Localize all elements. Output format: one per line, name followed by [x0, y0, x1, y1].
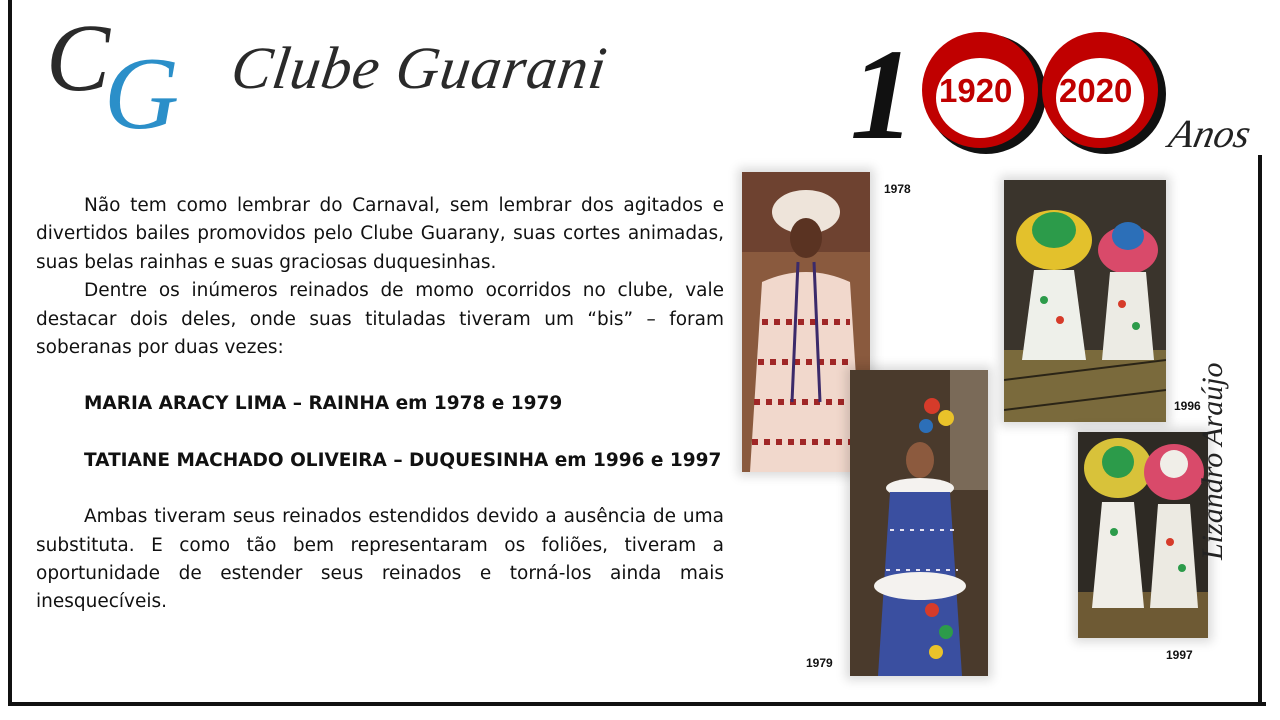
photo-1997-duchess	[1078, 432, 1208, 638]
anniversary-anos-label: Anos	[1165, 111, 1255, 156]
photo-1979-queen	[850, 370, 988, 676]
frame-border-right	[1258, 155, 1262, 706]
photo-year-1997: 1997	[1166, 648, 1193, 662]
monogram-letter-c: C	[46, 4, 111, 111]
photo-1996-duchess	[1004, 180, 1166, 422]
anniversary-year-end: 2020	[1059, 72, 1133, 109]
club-name-title: Clube Guarani	[227, 35, 612, 101]
highlight-queen: MARIA ARACY LIMA – RAINHA em 1978 e 1979	[84, 393, 563, 415]
paragraph-closing: Ambas tiveram seus reinados estendidos devido a ausência de uma substituta. E como tão bem representaram os foliões, tiveram a oportunidade de estender seus reinados e torná-los ainda mais inesquecíveis.	[36, 506, 724, 613]
paragraph-intro: Não tem como lembrar do Carnaval, sem lembrar dos agitados e divertidos bailes promovidos pelo Clube Guarany, suas cortes animadas, suas belas rainhas e suas graciosas duquesinhas.	[36, 195, 724, 273]
anniversary-digit-one: 1	[850, 23, 915, 167]
club-monogram-logo	[34, 0, 224, 150]
article-body	[36, 192, 724, 617]
photo-year-1996: 1996	[1174, 399, 1201, 413]
paragraph-reigns: Dentre os inúmeros reinados de momo ocorridos no clube, vale destacar dois deles, onde suas tituladas tiveram um “bis” – foram soberanas por duas vezes:	[36, 280, 724, 359]
photo-year-1979: 1979	[806, 656, 833, 670]
monogram-letter-g: G	[104, 36, 180, 150]
photo-year-1978: 1978	[884, 182, 911, 196]
frame-border-bottom	[8, 702, 1266, 706]
author-signature: Lizandro Araújo	[1196, 362, 1229, 560]
highlight-duchess: TATIANE MACHADO OLIVEIRA – DUQUESINHA em 1996 e 1997	[84, 449, 722, 471]
frame-border-left	[8, 0, 12, 706]
anniversary-year-start: 1920	[939, 72, 1013, 109]
